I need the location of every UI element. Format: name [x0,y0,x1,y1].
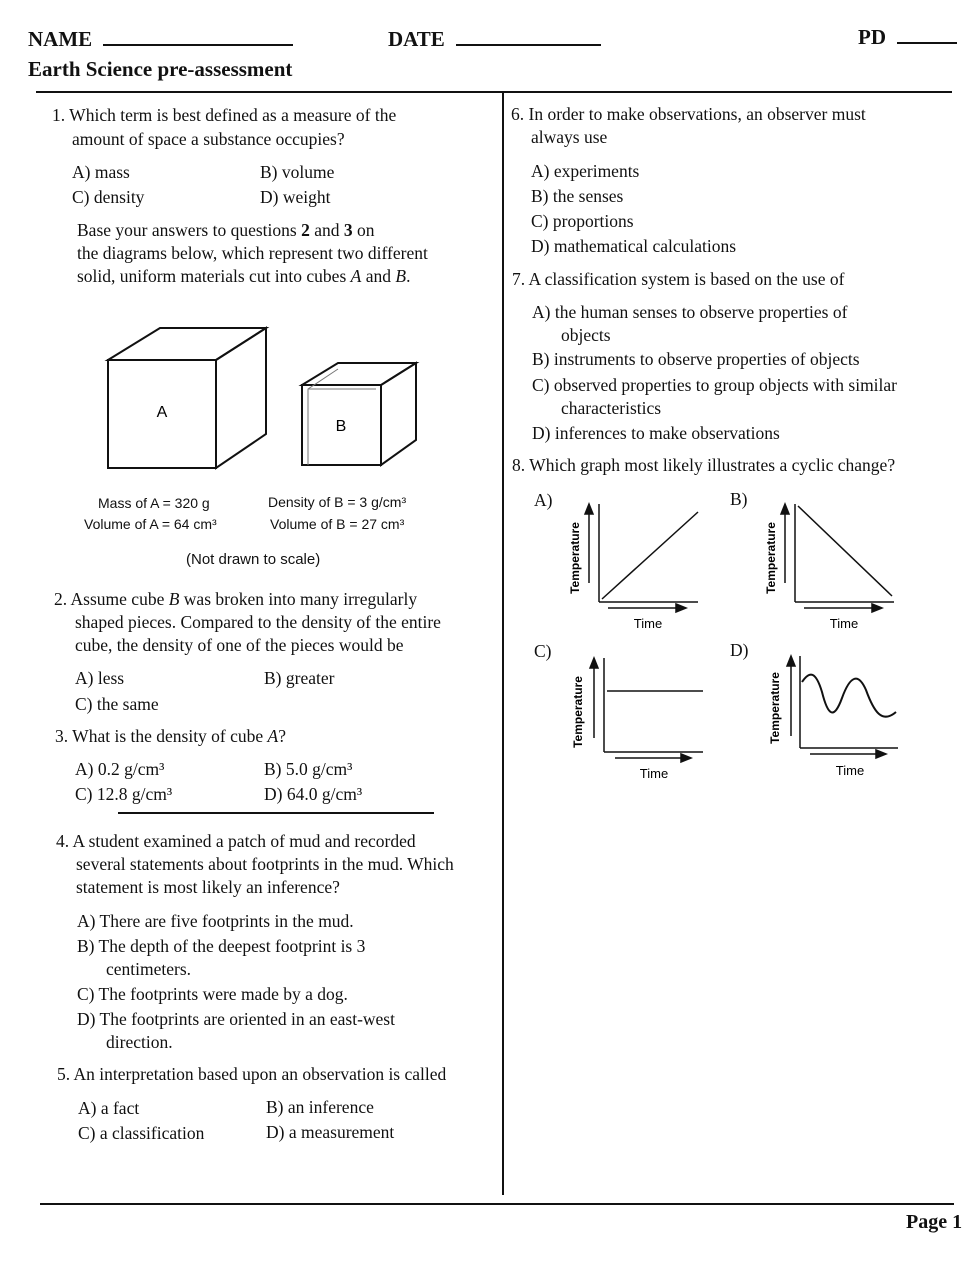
q4-stem-line2: several statements about footprints in the mud. Which [76,854,454,874]
q3-option-a[interactable]: A) 0.2 g/cm³ [75,759,165,779]
base-text: Base your answers to questions [77,220,302,240]
q4-option-b-cont: centimeters. [106,959,192,979]
header-divider [36,91,952,93]
column-divider [502,93,504,1195]
q2-text: 2. Assume cube [54,589,169,609]
q1-option-d[interactable]: D) weight [260,187,331,207]
cube-a-ref: A [267,726,279,746]
cube-b-density: Density of B = 3 g/cm³ [268,494,407,510]
q7-option-c-cont: characteristics [561,398,662,418]
q4-option-d[interactable]: D) The footprints are oriented in an east-west [77,1009,395,1029]
q3-text: 3. What is the density of cube [55,726,268,746]
graph-d-x-arrowhead [876,750,886,758]
q2-text: was broken into many irregularly [179,589,418,609]
q4-option-d-cont: direction. [106,1032,173,1052]
base-text: on [352,220,375,240]
graph-a-x-label: Time [633,616,663,631]
cube-a-label: A [156,404,168,421]
cube-b [302,363,416,465]
base-q3-ref: 3 [343,220,353,240]
q4-option-a[interactable]: A) There are five footprints in the mud. [77,911,354,931]
base-text: . [406,266,411,286]
base-q2-ref: 2 [301,220,310,240]
q6-option-c[interactable]: C) proportions [531,211,634,231]
pd-field [858,22,957,50]
base-text: and [361,266,396,286]
q2-option-c[interactable]: C) the same [75,694,159,714]
q6-stem-line2: always use [531,127,608,147]
graph-d-y-label: Temperature [768,672,782,744]
q8-option-d[interactable]: D) [730,640,749,660]
name-label: NAME [28,27,93,51]
graph-d-wave [802,675,896,717]
cube-b-inner-edges [308,369,376,465]
graph-c-y-label: Temperature [571,676,585,748]
q1-option-c[interactable]: C) density [72,187,145,207]
q3-option-d[interactable]: D) 64.0 g/cm³ [264,784,363,804]
q5-option-c[interactable]: C) a classification [78,1123,205,1143]
q4-option-c[interactable]: C) The footprints were made by a dog. [77,984,348,1004]
name-blank[interactable] [103,24,293,46]
cube-a [108,328,266,468]
cube-a-ref: A [350,266,362,286]
cube-b-volume: Volume of B = 27 cm³ [270,516,405,532]
q6-option-d[interactable]: D) mathematical calculations [531,236,737,256]
q3-stem [55,725,286,748]
scale-note: (Not drawn to scale) [186,551,321,568]
graph-b [756,498,906,638]
q5-option-b[interactable]: B) an inference [266,1097,374,1117]
base-text: solid, uniform materials cut into cubes [77,266,351,286]
q4-stem-line3: statement is most likely an inference? [76,877,340,897]
cube-a-volume: Volume of A = 64 cm³ [84,516,217,532]
graph-b-y-arrowhead [781,504,789,514]
graph-b-x-arrowhead [872,604,882,612]
date-field [388,24,601,52]
q7-option-d[interactable]: D) inferences to make observations [532,423,780,443]
q2-option-a[interactable]: A) less [75,668,125,688]
q5-stem: 5. An interpretation based upon an observation is called [57,1064,447,1084]
q8-option-b[interactable]: B) [730,489,748,509]
graph-d-x-label: Time [835,763,865,778]
base-line2: the diagrams below, which represent two different [77,243,428,263]
graph-d [762,646,912,786]
section-divider [118,812,434,814]
q7-option-c[interactable]: C) observed properties to group objects with similar [532,375,897,395]
graph-a-y-label: Temperature [568,522,582,594]
page-title: Earth Science pre-assessment [28,57,293,81]
q3-option-b[interactable]: B) 5.0 g/cm³ [264,759,353,779]
graph-d-y-arrowhead [787,656,795,666]
graph-c [563,648,713,788]
graph-c-x-arrowhead [681,754,691,762]
q5-option-a[interactable]: A) a fact [78,1098,140,1118]
graph-a-data-line [602,512,698,599]
cubes-diagram [80,320,460,580]
graph-a-x-arrowhead [676,604,686,612]
cube-a-mass: Mass of A = 320 g [98,495,210,511]
graph-b-y-label: Temperature [764,522,778,594]
base-text: and [309,220,344,240]
q6-stem-line1: 6. In order to make observations, an observer must [511,104,866,124]
date-label: DATE [388,27,445,51]
q4-stem-line1: 4. A student examined a patch of mud and recorded [56,831,416,851]
base-line3 [77,265,410,288]
footer-divider [40,1203,954,1205]
pd-blank[interactable] [897,22,957,44]
graph-b-x-label: Time [829,616,859,631]
graph-c-y-arrowhead [590,658,598,668]
q7-stem: 7. A classification system is based on the use of [512,269,845,289]
date-blank[interactable] [456,24,601,46]
cube-b-ref: B [168,589,180,609]
cube-b-ref: B [395,266,407,286]
q1-stem-line1: 1. Which term is best defined as a measure of the [52,105,397,125]
name-field [28,24,293,52]
base-line1 [77,219,374,242]
graph-a [560,498,710,638]
q6-option-b[interactable]: B) the senses [531,186,624,206]
q2-stem-line3: cube, the density of one of the pieces would be [75,635,404,655]
cube-b-label: B [335,418,347,435]
q8-option-a[interactable]: A) [534,490,553,510]
q8-option-c[interactable]: C) [534,641,552,661]
q8-stem: 8. Which graph most likely illustrates a cyclic change? [512,455,896,475]
graph-b-data-line [798,506,892,596]
q2-stem-line1 [54,588,417,611]
q1-option-a[interactable]: A) mass [72,162,130,182]
pd-label: PD [858,25,886,49]
q3-option-c[interactable]: C) 12.8 g/cm³ [75,784,173,804]
page-number: Page 1 [906,1211,963,1233]
q7-option-a[interactable]: A) the human senses to observe properties of [532,302,848,322]
graph-c-x-label: Time [639,766,669,781]
q5-option-d[interactable]: D) a measurement [266,1122,395,1142]
q7-option-b[interactable]: B) instruments to observe properties of objects [532,349,860,369]
q4-option-b[interactable]: B) The depth of the deepest footprint is 3 [77,936,366,956]
q2-stem-line2: shaped pieces. Compared to the density of the entire [75,612,441,632]
q6-option-a[interactable]: A) experiments [531,161,640,181]
q1-option-b[interactable]: B) volume [260,162,335,182]
q3-text: ? [278,726,287,746]
q2-option-b[interactable]: B) greater [264,668,335,688]
q7-option-a-cont: objects [561,325,611,345]
graph-a-y-arrowhead [585,504,593,514]
q1-stem-line2: amount of space a substance occupies? [72,129,345,149]
